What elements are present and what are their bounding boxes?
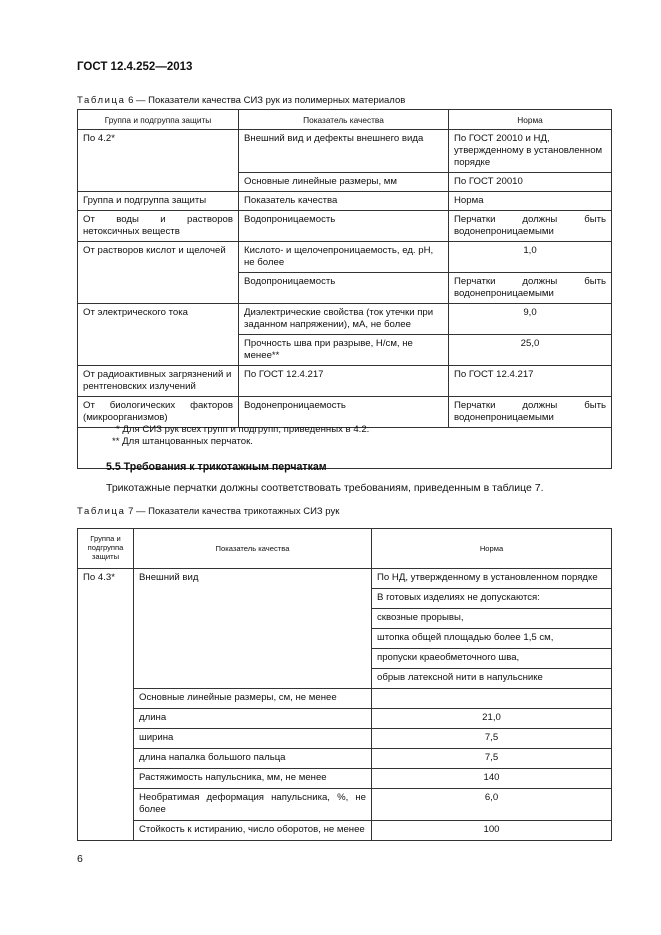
table6-notes [112, 424, 369, 449]
page-number: 6 [77, 853, 83, 865]
table6-caption [77, 95, 405, 106]
section-paragraph: Трикотажные перчатки должны соответствовать требованиям, приведенным в таблице 7. [106, 482, 544, 494]
table-cell: Основные линейные размеры, мм [239, 173, 449, 192]
table7-col-header: Группа и подгруппа защиты [78, 529, 134, 569]
table7 [77, 528, 612, 841]
table6-col-header: Группа и подгруппа защиты [78, 110, 239, 130]
standard-header: ГОСТ 12.4.252—2013 [77, 61, 193, 73]
table-cell: 7,5 [372, 728, 612, 748]
section-title: 5.5 Требования к трикотажным перчаткам [106, 461, 327, 473]
table-row [78, 708, 612, 728]
table-cell: Прочность шва при разрыве, Н/см, не менее** [239, 335, 449, 366]
table7-appearance-cell: Внешний вид [134, 569, 372, 689]
table-cell: сквозные прорывы, [372, 608, 612, 628]
table-cell: По ГОСТ 20010 и НД, утвержденному в установленном порядке [449, 130, 612, 173]
table-cell: 6,0 [372, 788, 612, 820]
table-cell: От радиоактивных загрязнений и рентгеновских излучений [78, 366, 239, 397]
table-cell: Норма [449, 192, 612, 211]
table-row [78, 820, 612, 840]
table7-caption-word: Таблица [77, 506, 126, 517]
table-cell: По ГОСТ 20010 [449, 173, 612, 192]
table-cell: Водонепроницаемость [239, 397, 449, 428]
table-cell: Водопроницаемость [239, 211, 449, 242]
table-cell: пропуски краеобметочного шва, [372, 648, 612, 668]
table-cell: По ГОСТ 12.4.217 [449, 366, 612, 397]
table-cell: Необратимая деформация напульсника, %, не более [134, 788, 372, 820]
table-cell: От растворов кислот и щелочей [78, 242, 239, 304]
table-cell: Водопроницаемость [239, 273, 449, 304]
table-cell: От электрического тока [78, 304, 239, 366]
table6-caption-text: 6 — Показатели качества СИЗ рук из полимерных материалов [128, 95, 406, 106]
table-row [78, 211, 612, 242]
table7-col-header: Показатель качества [134, 529, 372, 569]
table-row [78, 748, 612, 768]
table-cell: 9,0 [449, 304, 612, 335]
table-cell: Кислото- и щелочепроницаемость, ед. рН, не более [239, 242, 449, 273]
table6-header-row [78, 110, 612, 130]
table6-col-header: Показатель качества [239, 110, 449, 130]
table-row [78, 397, 612, 428]
table-cell: обрыв латексной нити в напульснике [372, 668, 612, 688]
table-row [78, 728, 612, 748]
table7-col-header: Норма [372, 529, 612, 569]
table-cell: 7,5 [372, 748, 612, 768]
table-cell: Основные линейные размеры, см, не менее [134, 688, 372, 708]
table-cell: 140 [372, 768, 612, 788]
table-row [78, 569, 612, 589]
table-cell: По 4.2* [78, 130, 239, 192]
table-cell: длина [134, 708, 372, 728]
table-cell: От биологических факторов (микроорганизмов) [78, 397, 239, 428]
table-cell: Диэлектрические свойства (ток утечки при заданном напряжении), мА, не более [239, 304, 449, 335]
table-row [78, 192, 612, 211]
table-cell: Перчатки должны быть водонепроницаемыми [449, 211, 612, 242]
table7-caption-text: 7 — Показатели качества трикотажных СИЗ рук [128, 506, 340, 517]
table-row [78, 242, 612, 273]
table7-group-cell: По 4.3* [78, 569, 134, 841]
table-cell: Перчатки должны быть водонепроницаемыми [449, 273, 612, 304]
table6-caption-word: Таблица [77, 95, 126, 106]
table7-caption [77, 506, 339, 517]
table-cell: Перчатки должны быть водонепроницаемыми [449, 397, 612, 428]
table-cell: 1,0 [449, 242, 612, 273]
table6 [77, 109, 612, 469]
table-cell: Внешний вид и дефекты внешнего вида [239, 130, 449, 173]
table-cell: 21,0 [372, 708, 612, 728]
table-cell: штопка общей площадью более 1,5 см, [372, 628, 612, 648]
table-cell: Показатель качества [239, 192, 449, 211]
table-row [78, 304, 612, 335]
table-row [78, 366, 612, 397]
table-row [78, 768, 612, 788]
table-cell: Стойкость к истиранию, число оборотов, не менее [134, 820, 372, 840]
table-cell: 25,0 [449, 335, 612, 366]
table-cell [372, 688, 612, 708]
table-cell: 100 [372, 820, 612, 840]
table-cell: По НД, утвержденному в установленном порядке [372, 569, 612, 589]
table6-col-header: Норма [449, 110, 612, 130]
table-cell: Группа и подгруппа защиты [78, 192, 239, 211]
table-cell: От воды и растворов нетоксичных веществ [78, 211, 239, 242]
table-cell: По ГОСТ 12.4.217 [239, 366, 449, 397]
table-cell: ширина [134, 728, 372, 748]
table7-header-row [78, 529, 612, 569]
table-cell: Растяжимость напульсника, мм, не менее [134, 768, 372, 788]
table-cell: длина напалка большого пальца [134, 748, 372, 768]
table-row [78, 788, 612, 820]
table-row [78, 688, 612, 708]
table6-note: ** Для штанцованных перчаток. [112, 436, 253, 448]
table6-note: * Для СИЗ рук всех групп и подгрупп, приведенных в 4.2. [116, 424, 370, 435]
table-row [78, 130, 612, 173]
table-cell: В готовых изделиях не допускаются: [372, 588, 612, 608]
